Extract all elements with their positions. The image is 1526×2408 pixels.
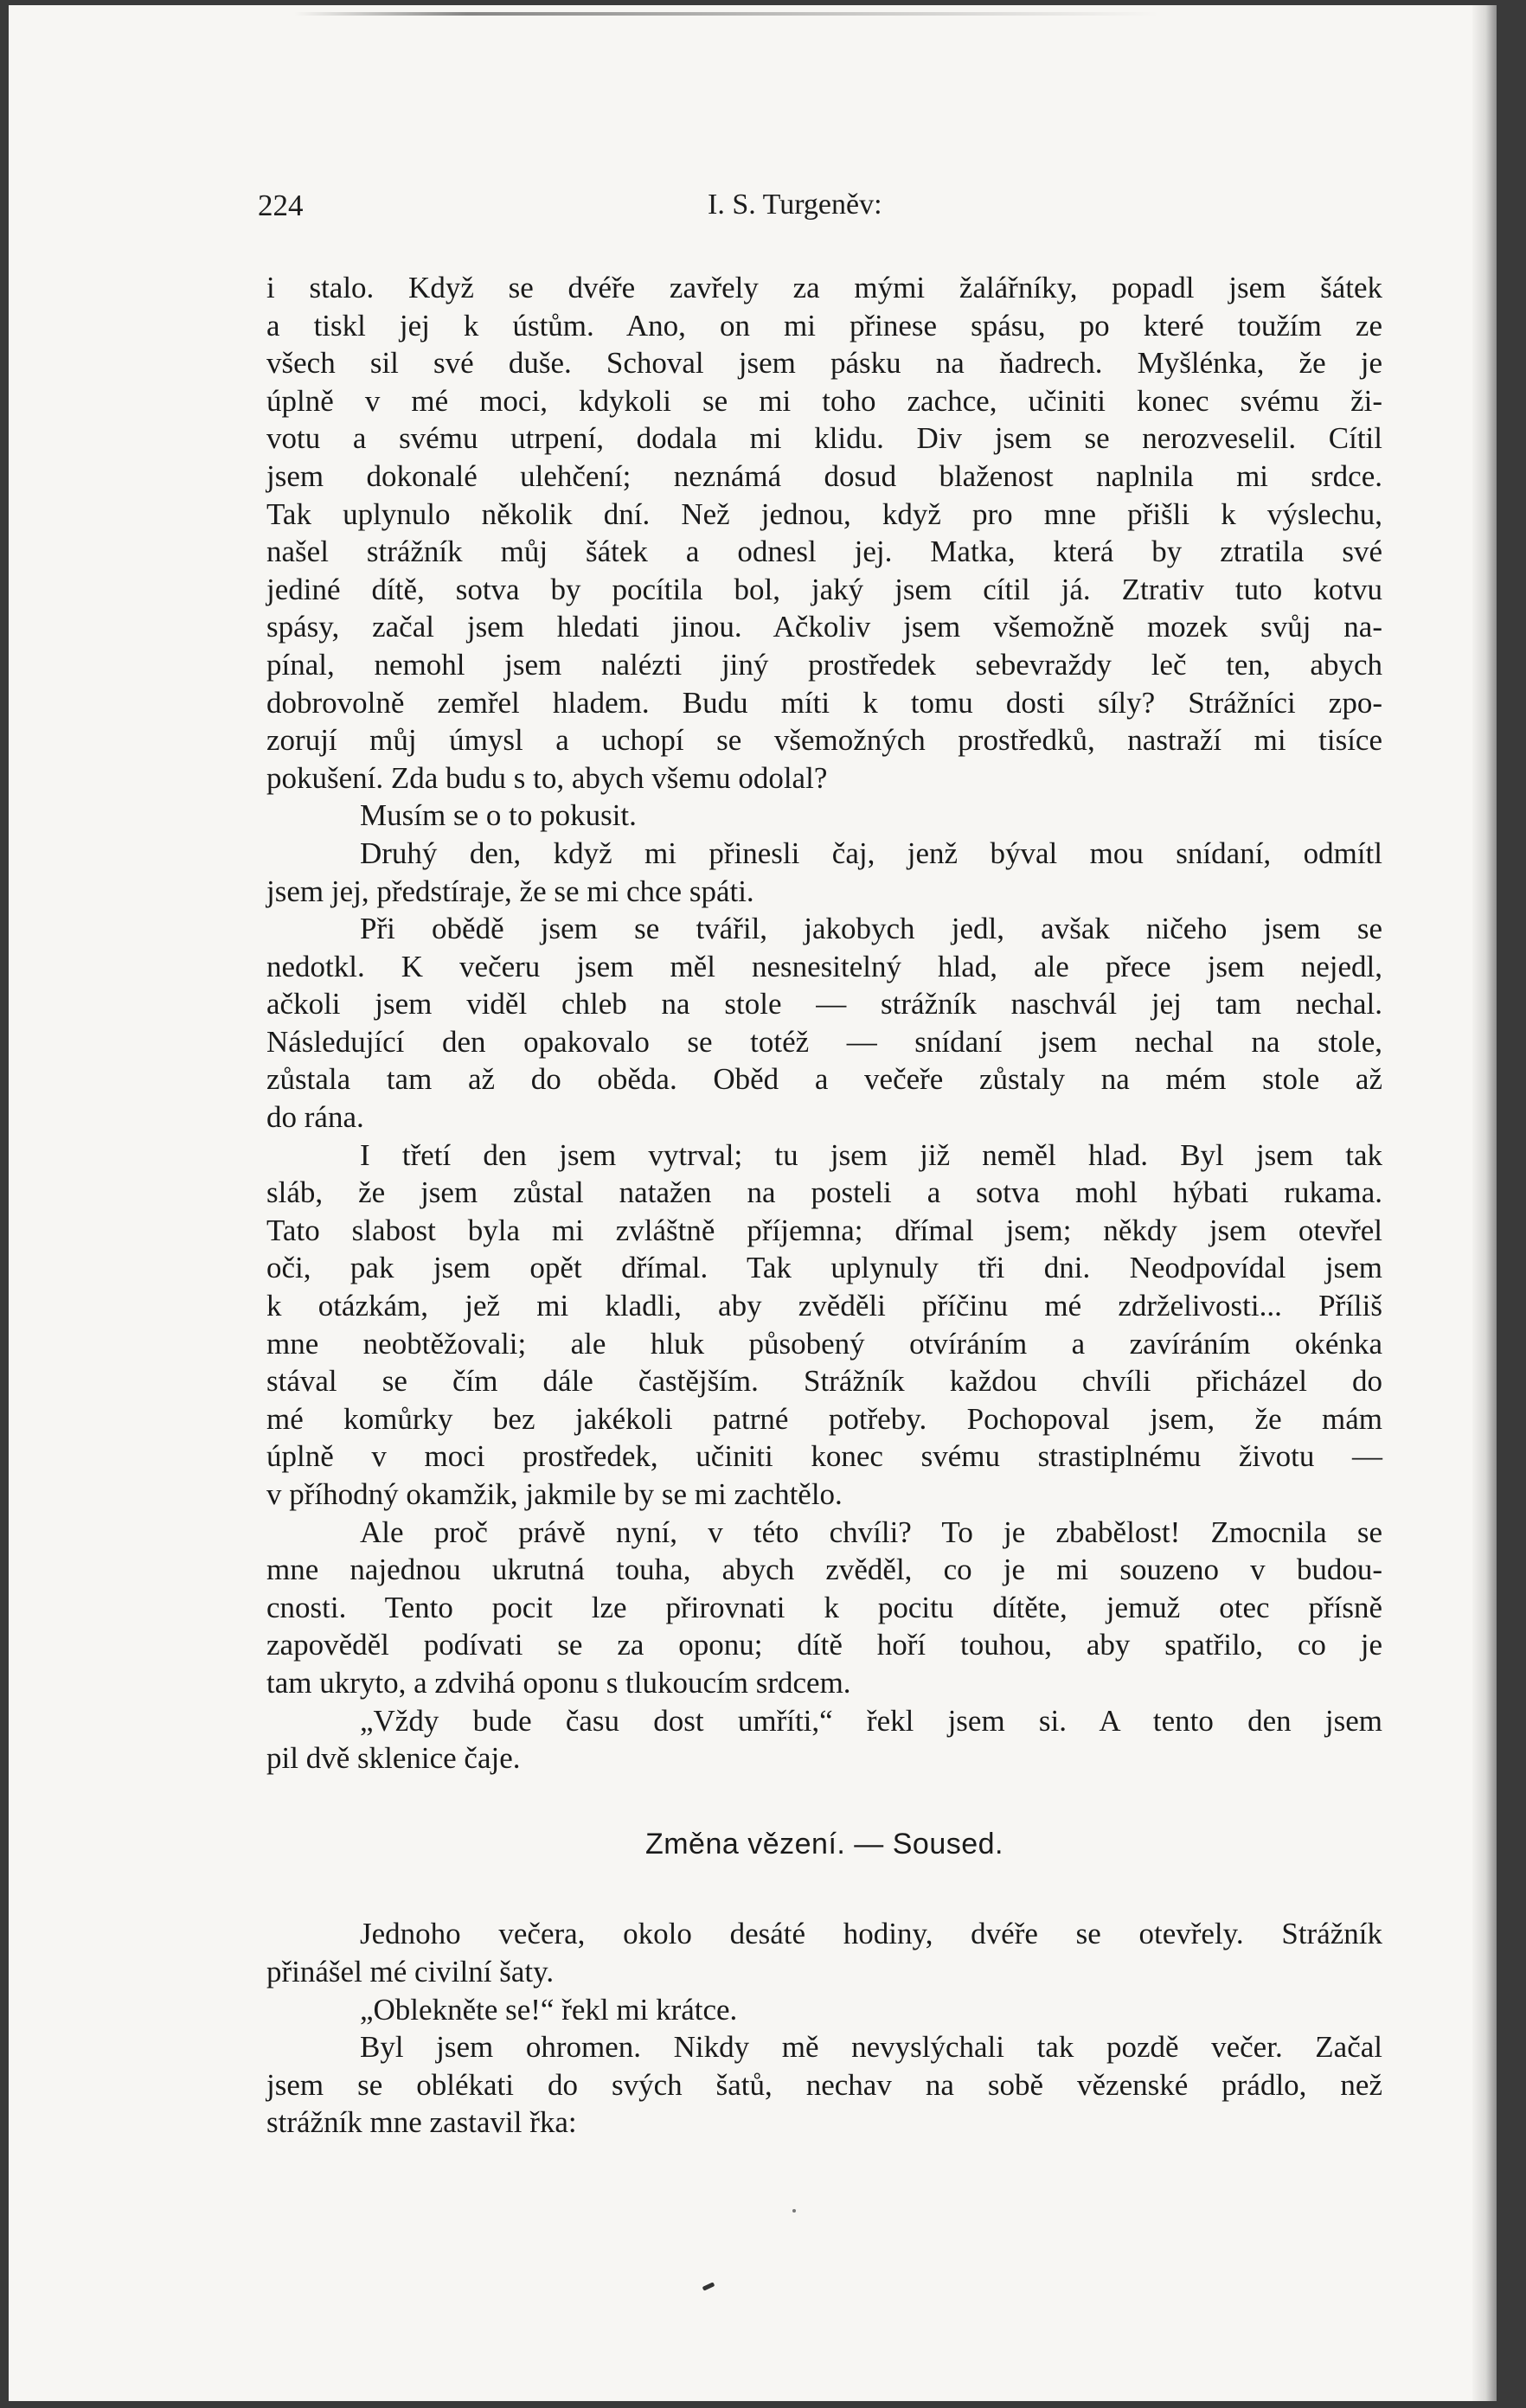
paragraph [266,797,1382,835]
text-line: ačkoli jsem viděl chleb na stole — strážník naschvál jej tam nechal. [266,987,1382,1021]
ink-speck [702,2282,715,2290]
text-line: jsem jej, předstíraje, že se mi chce spáti. [266,874,754,908]
text-line: k otázkám, jež mi kladli, aby zvěděli příčinu mé zdrželivosti... Příliš [266,1289,1382,1323]
text-line: Při obědě jsem se tvářil, jakobych jedl, avšak ničeho jsem se [360,912,1382,946]
text-block [266,269,1382,2142]
text-line: Tato slabost byla mi zvláštně příjemna; dřímal jsem; někdy jsem otevřel [266,1213,1382,1247]
text-line: oči, pak jsem opět dřímal. Tak uplynuly tři dni. Neodpovídal jsem [266,1251,1382,1285]
text-line: spásy, začal jsem hledati jinou. Ačkoliv jsem všemožně mozek svůj na- [266,610,1382,644]
text-line: cnosti. Tento pocit lze přirovnati k pocitu dítěte, jemuž otec přísně [266,1590,1382,1624]
spacer [266,1777,1382,1826]
text-line: našel strážník můj šátek a odnesl jej. Matka, která by ztratila své [266,535,1382,569]
text-line: „Vždy bude času dost umříti,“ řekl jsem si. A tento den jsem [360,1703,1382,1738]
text-line: jsem se oblékati do svých šatů, nechav na sobě vězenské prádlo, než [266,2067,1382,2102]
text-line: pil dvě sklenice čaje. [266,1741,521,1776]
text-line: pínal, nemohl jsem nalézti jiný prostředek sebevraždy leč ten, abych [266,647,1382,682]
text-line: přinášel mé civilní šaty. [266,1954,555,1989]
text-line: Následující den opakovalo se totéž — snídaní jsem nechal na stole, [266,1024,1382,1059]
paragraph [266,1915,1382,1990]
paragraph [266,910,1382,1137]
text-line: strážník mne zastavil řka: [266,2105,577,2140]
text-line: všech sil své duše. Schoval jsem pásku na ňadrech. Myšlénka, že je [266,346,1382,381]
book-page [9,5,1497,2401]
text-line: mne neobtěžovali; ale hluk působený otvíráním a zavíráním okénka [266,1326,1382,1361]
text-line: Ale proč právě nyní, v této chvíli? To je zbabělost! Zmocnila se [360,1515,1382,1549]
paragraph [266,835,1382,910]
paragraph [266,269,1382,797]
text-line: úplně v moci prostředek, učiniti konec svému strastiplnému životu — [266,1439,1382,1474]
spacer [266,1863,1382,1915]
text-line: do rána. [266,1100,364,1135]
paragraph [266,2028,1382,2142]
text-line: I třetí den jsem vytrval; tu jsem již neměl hlad. Byl jsem tak [360,1137,1382,1172]
text-line: Jednoho večera, okolo desáté hodiny, dvéře se otevřely. Strážník [360,1917,1382,1951]
text-line: tam ukryto, a zdvihá oponu s tlukoucím srdcem. [266,1665,851,1700]
page-header [258,189,950,232]
text-line: úplně v mé moci, kdykoli se mi toho zachce, učiniti konec svému ži- [266,383,1382,418]
text-line: dobrovolně zemřel hladem. Budu míti k tomu dosti síly? Strážníci zpo- [266,685,1382,720]
paragraph [266,1137,1382,1514]
text-line: v příhodný okamžik, jakmile by se mi zachtělo. [266,1477,843,1511]
ink-speck [792,2209,796,2213]
text-line: a tiskl jej k ústům. Ano, on mi přinese spásu, po které toužím ze [266,308,1382,343]
text-line: zorují můj úmysl a uchopí se všemožných prostředků, nastraží mi tisíce [266,723,1382,758]
text-line: nedotkl. K večeru jsem měl nesnesitelný hlad, ale přece jsem nejedl, [266,949,1382,983]
text-line: mne najednou ukrutná touha, abych zvěděl, co je mi souzeno v budou- [266,1553,1382,1587]
running-head: I. S. Turgeněv: [708,189,882,221]
page-number: 224 [258,189,304,222]
text-line: pokušení. Zda budu s to, abych všemu odolal? [266,760,828,795]
paragraph [266,1991,1382,2029]
scan-artifact [294,12,1159,16]
section-heading: Změna vězení. — Soused. [644,1827,1004,1860]
text-line: votu a svému utrpení, dodala mi klidu. Div jsem se nerozveselil. Cítil [266,421,1382,456]
text-line: Tak uplynulo několik dní. Než jednou, když pro mne přišli k výslechu, [266,496,1382,531]
text-line: „Oblekněte se!“ řekl mi krátce. [360,1992,738,2027]
text-line: sláb, že jsem zůstal natažen na posteli a sotva mohl hýbati rukama. [266,1175,1382,1210]
text-line: Musím se o to pokusit. [360,798,637,833]
paragraph [266,1514,1382,1702]
text-line: stával se čím dále častějším. Strážník každou chvíli přicházel do [266,1364,1382,1399]
text-line: jsem dokonalé ulehčení; neznámá dosud blaženost naplnila mi srdce. [266,458,1382,493]
text-line: zapověděl podívati se za oponu; dítě hoří touhou, aby spatřilo, co je [266,1628,1382,1662]
page-edge-shadow [1472,5,1497,2401]
text-line: Druhý den, když mi přinesli čaj, jenž býval mou snídaní, odmítl [360,836,1382,870]
text-line: zůstala tam až do oběda. Oběd a večeře zůstaly na mém stole až [266,1062,1382,1097]
text-line: Byl jsem ohromen. Nikdy mě nevyslýchali tak pozdě večer. Začal [360,2030,1382,2065]
text-line: i stalo. Když se dvéře zavřely za mými žalářníky, popadl jsem šátek [266,271,1382,304]
paragraph [266,1702,1382,1777]
text-line: jediné dítě, sotva by pocítila bol, jaký jsem cítil já. Ztrativ tuto kotvu [266,572,1382,606]
text-line: mé komůrky bez jakékoli patrné potřeby. Pochopoval jsem, že mám [266,1401,1382,1436]
